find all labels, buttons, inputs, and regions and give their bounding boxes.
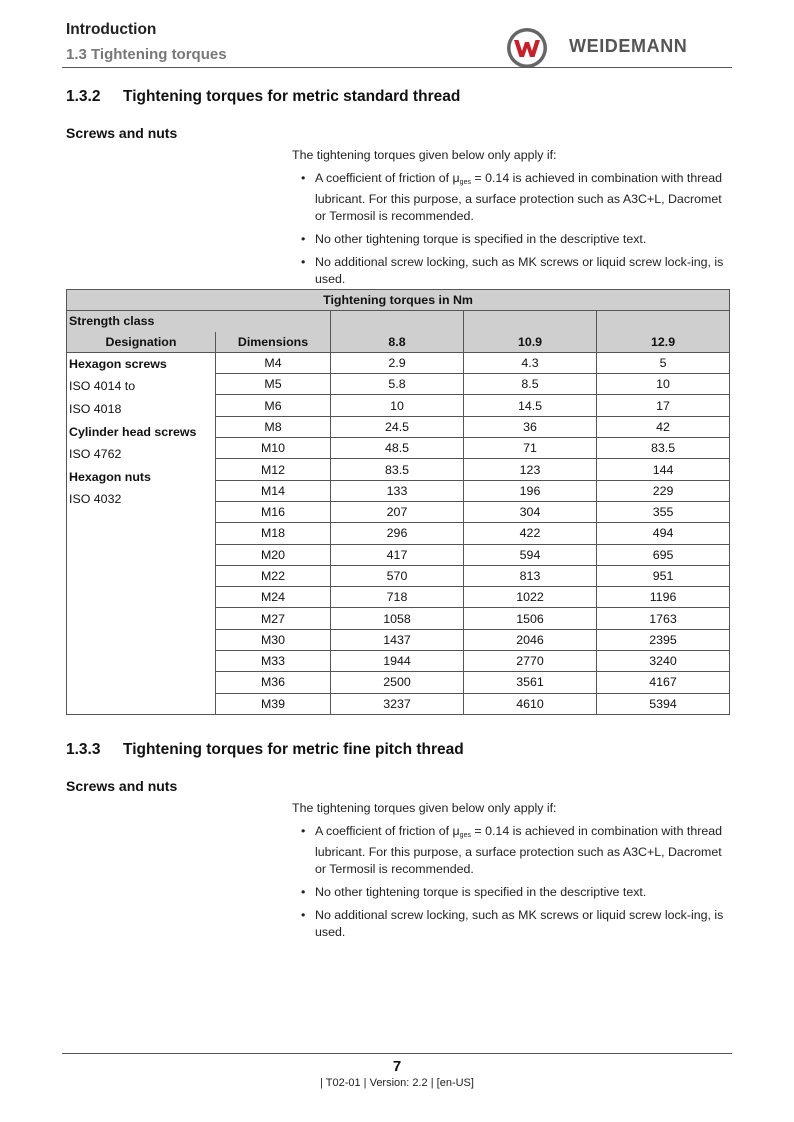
torque-12-9-cell: 1196 xyxy=(597,587,730,608)
dimension-cell: M30 xyxy=(216,629,331,650)
torque-8-8-cell: 10 xyxy=(331,395,464,416)
conditions-list xyxy=(292,170,724,288)
torque-12-9-cell: 5394 xyxy=(597,693,730,714)
conditions-text-1-3-2 xyxy=(292,147,724,294)
designation-cell xyxy=(67,352,216,714)
dimension-cell: M22 xyxy=(216,565,331,586)
dimension-cell: M20 xyxy=(216,544,331,565)
torque-10-9-cell: 4.3 xyxy=(464,352,597,373)
torque-10-9-cell: 594 xyxy=(464,544,597,565)
column-header-8-8: 8.8 xyxy=(331,332,464,353)
torque-12-9-cell: 4167 xyxy=(597,672,730,693)
dimension-cell: M6 xyxy=(216,395,331,416)
torque-10-9-cell: 4610 xyxy=(464,693,597,714)
conditions-intro: The tightening torques given below only apply if: xyxy=(292,801,557,815)
torque-10-9-cell: 2046 xyxy=(464,629,597,650)
torque-12-9-cell: 494 xyxy=(597,523,730,544)
torque-8-8-cell: 296 xyxy=(331,523,464,544)
designation-line: ISO 4032 xyxy=(69,492,122,507)
torque-8-8-cell: 24.5 xyxy=(331,416,464,437)
tightening-torque-table xyxy=(66,289,730,715)
torque-10-9-cell: 71 xyxy=(464,438,597,459)
dimension-cell: M36 xyxy=(216,672,331,693)
torque-8-8-cell: 2500 xyxy=(331,672,464,693)
table-caption: Tightening torques in Nm xyxy=(67,290,730,311)
torque-8-8-cell: 417 xyxy=(331,544,464,565)
torque-12-9-cell: 695 xyxy=(597,544,730,565)
torque-12-9-cell: 17 xyxy=(597,395,730,416)
dimension-cell: M24 xyxy=(216,587,331,608)
dimension-cell: M27 xyxy=(216,608,331,629)
strength-class-label: Strength class xyxy=(67,311,331,332)
dimension-cell: M12 xyxy=(216,459,331,480)
header-section: 1.3 Tightening torques xyxy=(66,46,227,63)
torque-10-9-cell: 813 xyxy=(464,565,597,586)
page-number: 7 xyxy=(392,1058,402,1075)
torque-12-9-cell: 5 xyxy=(597,352,730,373)
torque-12-9-cell: 229 xyxy=(597,480,730,501)
section-number: 1.3.2 xyxy=(66,88,101,105)
document-version: | T02-01 | Version: 2.2 | [en-US] xyxy=(320,1077,474,1089)
torque-10-9-cell: 422 xyxy=(464,523,597,544)
dimension-cell: M18 xyxy=(216,523,331,544)
torque-10-9-cell: 3561 xyxy=(464,672,597,693)
torque-8-8-cell: 48.5 xyxy=(331,438,464,459)
designation-line: Hexagon screws xyxy=(69,356,167,371)
dimension-cell: M10 xyxy=(216,438,331,459)
torque-12-9-cell: 951 xyxy=(597,565,730,586)
torque-8-8-cell: 718 xyxy=(331,587,464,608)
dimension-cell: M14 xyxy=(216,480,331,501)
torque-8-8-cell: 1944 xyxy=(331,651,464,672)
section-title: Tightening torques for metric standard thread xyxy=(123,88,461,105)
footer-divider xyxy=(62,1053,732,1054)
designation-line: ISO 4014 to xyxy=(69,379,136,394)
header-divider xyxy=(62,67,732,68)
torque-8-8-cell: 1437 xyxy=(331,629,464,650)
dimension-cell: M39 xyxy=(216,693,331,714)
section-heading-1-3-2 xyxy=(66,88,460,106)
torque-12-9-cell: 42 xyxy=(597,416,730,437)
torque-8-8-cell: 5.8 xyxy=(331,374,464,395)
torque-8-8-cell: 83.5 xyxy=(331,459,464,480)
subheading-screws-and-nuts: Screws and nuts xyxy=(66,125,178,141)
torque-12-9-cell: 144 xyxy=(597,459,730,480)
torque-10-9-cell: 8.5 xyxy=(464,374,597,395)
torque-8-8-cell: 1058 xyxy=(331,608,464,629)
condition-friction: • A coefficient of friction of $\mu_{ges} = 0.14$ is achieved in combination with thread lubricant. For this purpose, a surface protection such as A3C+L, Dacromet or Termosil is recommended. xyxy=(292,170,724,225)
condition-no-screw-locking: • No additional screw locking, such as MK screws or liquid screw lock-ing, is used. xyxy=(292,254,724,288)
dimension-cell: M8 xyxy=(216,416,331,437)
torque-12-9-cell: 10 xyxy=(597,374,730,395)
designation-line: Cylinder head screws xyxy=(69,424,197,439)
torque-10-9-cell: 123 xyxy=(464,459,597,480)
conditions-text-1-3-3 xyxy=(292,800,724,947)
column-header-designation: Designation xyxy=(67,332,216,353)
designation-line: Hexagon nuts xyxy=(69,469,151,484)
condition-no-other-torque: • No other tightening torque is specified in the descriptive text. xyxy=(292,231,724,248)
torque-12-9-cell: 83.5 xyxy=(597,438,730,459)
dimension-cell: M33 xyxy=(216,651,331,672)
torque-10-9-cell: 36 xyxy=(464,416,597,437)
condition-no-screw-locking: • No additional screw locking, such as MK screws or liquid screw lock-ing, is used. xyxy=(292,907,724,941)
torque-8-8-cell: 570 xyxy=(331,565,464,586)
dimension-cell: M16 xyxy=(216,501,331,522)
condition-friction: • A coefficient of friction of $\mu_{ges} = 0.14$ is achieved in combination with thread lubricant. For this purpose, a surface protection such as A3C+L, Dacromet or Termosil is recommended. xyxy=(292,823,724,878)
column-header-10-9: 10.9 xyxy=(464,332,597,353)
torque-12-9-cell: 2395 xyxy=(597,629,730,650)
designation-line: ISO 4018 xyxy=(69,402,122,417)
condition-no-other-torque: • No other tightening torque is specified in the descriptive text. xyxy=(292,884,724,901)
column-header-dimensions: Dimensions xyxy=(216,332,331,353)
conditions-list xyxy=(292,823,724,941)
torque-10-9-cell: 1022 xyxy=(464,587,597,608)
torque-10-9-cell: 304 xyxy=(464,501,597,522)
dimension-cell: M4 xyxy=(216,352,331,373)
torque-12-9-cell: 3240 xyxy=(597,651,730,672)
dimension-cell: M5 xyxy=(216,374,331,395)
table-row xyxy=(67,352,730,373)
torque-8-8-cell: 207 xyxy=(331,501,464,522)
torque-10-9-cell: 196 xyxy=(464,480,597,501)
torque-8-8-cell: 2.9 xyxy=(331,352,464,373)
brand-name: WEIDEMANN xyxy=(569,36,688,56)
section-title: Tightening torques for metric fine pitch thread xyxy=(123,741,464,758)
designation-line: ISO 4762 xyxy=(69,447,122,462)
section-heading-1-3-3 xyxy=(66,741,464,759)
subheading-screws-and-nuts: Screws and nuts xyxy=(66,778,178,794)
torque-10-9-cell: 1506 xyxy=(464,608,597,629)
section-number: 1.3.3 xyxy=(66,741,101,758)
header-chapter: Introduction xyxy=(66,21,157,38)
torque-12-9-cell: 1763 xyxy=(597,608,730,629)
torque-10-9-cell: 2770 xyxy=(464,651,597,672)
conditions-intro: The tightening torques given below only apply if: xyxy=(292,148,557,162)
column-header-12-9: 12.9 xyxy=(597,332,730,353)
torque-10-9-cell: 14.5 xyxy=(464,395,597,416)
torque-8-8-cell: 133 xyxy=(331,480,464,501)
weidemann-w-logo-icon xyxy=(505,26,549,70)
torque-8-8-cell: 3237 xyxy=(331,693,464,714)
torque-12-9-cell: 355 xyxy=(597,501,730,522)
